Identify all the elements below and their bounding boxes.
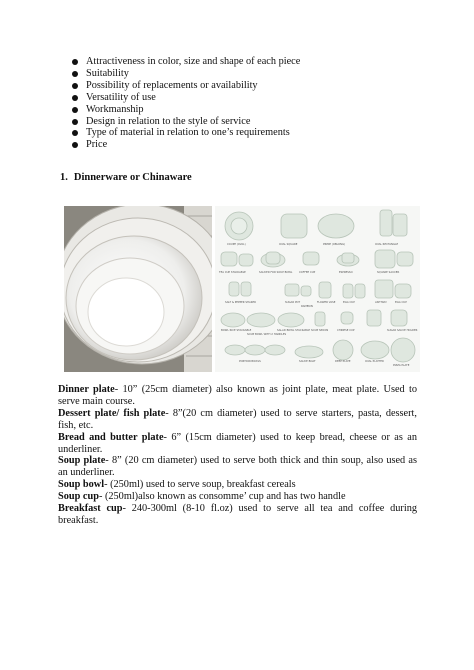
item-paragraph [58,491,417,503]
bullet-icon [72,130,78,136]
svg-text:EGG CUP: EGG CUP [395,301,407,304]
item-description: - 8” (20 cm diameter) used to serve both thick and thin soup, also used as an underliner. [58,455,418,479]
svg-text:OVAL SQUARE: OVAL SQUARE [279,243,298,246]
svg-text:SOUP SPOON: SOUP SPOON [311,329,329,332]
bullet-icon [72,71,78,77]
svg-text:SUGAR SAUCE HOLDER: SUGAR SAUCE HOLDER [387,329,418,332]
svg-text:DEEP PLATE: DEEP PLATE [335,360,351,363]
dinnerware-catalog-illustration [215,206,420,372]
svg-text:SAUCE BOAT: SAUCE BOAT [299,360,316,363]
item-term: Breakfast cup [58,503,123,515]
item-term: Bread and butter plate [58,431,164,443]
section-heading [60,172,192,183]
svg-text:RAMEKIN: RAMEKIN [301,305,313,308]
svg-text:CHINESE CUP: CHINESE CUP [337,329,355,332]
criteria-bullet-list [72,56,300,151]
svg-text:OVAL RECTANGLE: OVAL RECTANGLE [375,243,399,246]
item-paragraph [58,432,417,456]
item-description: - 6” (15cm diameter) used to keep bread, cheese or as an underliner. [58,431,417,455]
svg-text:FLOWER VASE: FLOWER VASE [317,301,336,304]
item-description: - (250ml)also known as consomme’ cup and has two handle [98,491,346,503]
item-paragraph [58,384,417,408]
bullet-item: Price [72,139,300,151]
item-term: Soup bowl [58,479,105,491]
bullet-item: Type of material in relation to one’s requirements [72,127,300,139]
bullet-item: Suitability [72,68,300,80]
dinnerware-catalog-image [215,206,420,372]
svg-text:BOWL RICE STACKABLE: BOWL RICE STACKABLE [221,329,252,332]
svg-text:OVAL PLATTER: OVAL PLATTER [365,360,384,363]
svg-text:SUGAR POT: SUGAR POT [285,301,301,304]
stacked-plates-photo [64,206,212,372]
bullet-item: Versatility of use [72,92,300,104]
bullet-icon [72,119,78,125]
svg-text:PORTION BOWLS: PORTION BOWLS [239,360,261,363]
svg-text:TEA CUP STACKABLE: TEA CUP STACKABLE [219,271,246,274]
bullet-icon [72,142,78,148]
item-description: - (250ml) used to serve soup, breakfast cereals [104,479,296,491]
item-term: Soup cup [58,491,99,503]
svg-text:SQUARE SAUCER: SQUARE SAUCER [377,271,400,274]
svg-text:ASHTRAY: ASHTRAY [375,301,387,304]
section-number: 1. [60,172,68,183]
item-description: - 10” (25cm diameter) also known as joint plate, meat plate. Used to serve main course. [58,384,418,407]
bullet-item: Attractiveness in color, size and shape of each piece [72,56,300,68]
bullet-icon [72,107,78,113]
item-term: Dinner plate [58,384,115,395]
bullet-icon [72,95,78,101]
item-paragraph [58,408,417,432]
bullet-item: Workmanship [72,104,300,116]
bullet-icon [72,83,78,89]
svg-text:SAUCER FOR SOUP BOWL: SAUCER FOR SOUP BOWL [259,271,293,274]
item-paragraph [58,455,417,479]
item-paragraph [58,479,417,491]
item-term: Soup plate [58,455,106,467]
item-description: - 8”(20 cm diameter) used to serve starters, pasta, dessert, fish, etc. [58,407,417,431]
svg-text:COUPE (OVAL): COUPE (OVAL) [227,243,246,246]
svg-text:EGG CUP: EGG CUP [343,301,355,304]
bullet-item: Design in relation to the style of service [72,116,300,128]
item-paragraph [58,503,417,527]
dinnerware-descriptions [58,384,417,527]
item-description: - 240-300ml (8-10 fl.oz) used to serve all tea and coffee during breakfast. [58,503,417,526]
svg-text:ESPRESSO: ESPRESSO [339,271,353,274]
stacked-plates-illustration [64,206,212,372]
bullet-icon [72,59,78,65]
svg-text:COFFEE CUP: COFFEE CUP [299,271,316,274]
item-term: Dessert plate/ fish plate [58,407,166,419]
section-title: Dinnerware or Chinaware [73,172,192,183]
svg-text:SALAD BOWL STACKABLE: SALAD BOWL STACKABLE [277,329,311,332]
svg-text:SALT & PEPPER SHAKER: SALT & PEPPER SHAKER [225,301,256,304]
svg-text:SOUP BOWL WITH 2 HANDLES: SOUP BOWL WITH 2 HANDLES [247,333,287,336]
svg-text:PRIME (OBLONG): PRIME (OBLONG) [323,243,346,246]
svg-text:PIZZA PLATE: PIZZA PLATE [393,364,410,367]
bullet-item: Possibility of replacements or availability [72,80,300,92]
